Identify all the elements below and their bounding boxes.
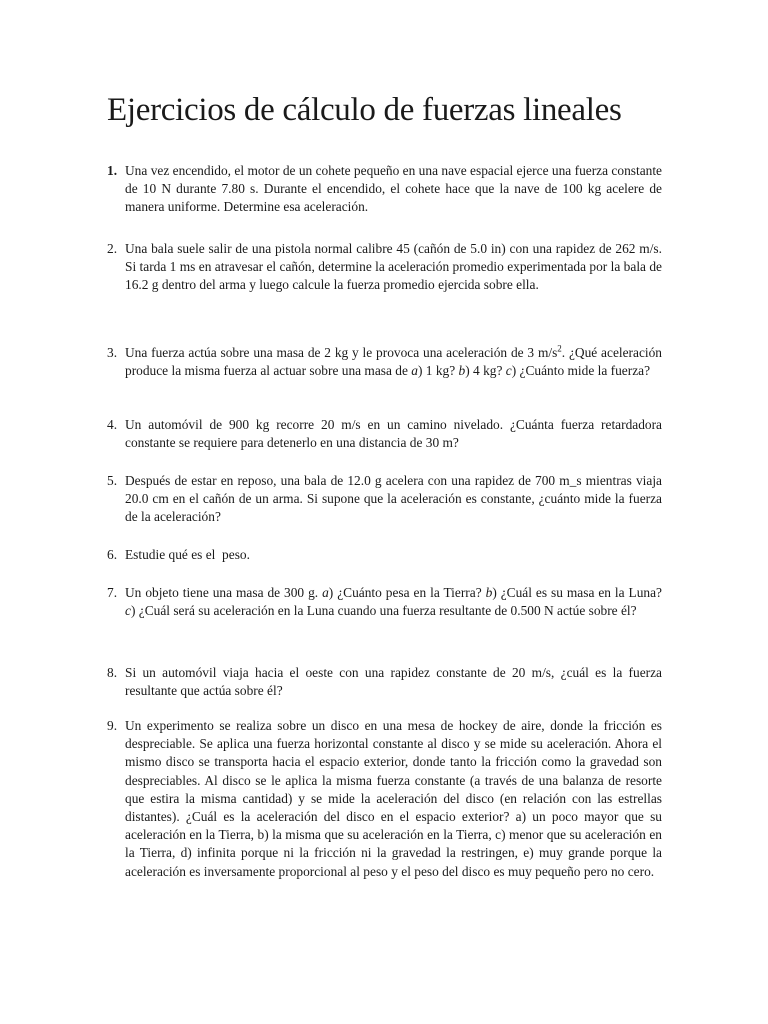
exercise-text: Una bala suele salir de una pistola normal calibre 45 (cañón de 5.0 in) con una rapidez de 262 m/s. Si tarda 1 ms en atravesar el cañón, determine la aceleración promedio experimentada por la bala de 16.2 g dentro del arma y luego calcule la fuerza promedio ejercida sobre ella. bbox=[125, 241, 662, 293]
option-letter: b bbox=[458, 363, 466, 379]
exercise-number: 6. bbox=[107, 547, 118, 562]
exercise-number: 7. bbox=[107, 585, 118, 600]
exercise-text: Estudie qué es el peso. bbox=[125, 547, 250, 562]
text-segment: ) ¿Cuál será su aceleración en la Luna cuando una fuerza resultante de 0.500 N actúe sobre él? bbox=[130, 603, 637, 619]
option-letter: c bbox=[505, 363, 512, 379]
option-letter: a bbox=[322, 585, 329, 600]
exercise-number: 5. bbox=[107, 473, 118, 488]
exercise-text bbox=[125, 584, 662, 620]
exercise-number: 4. bbox=[107, 417, 118, 432]
text-segment: Un objeto tiene una masa de 300 g. bbox=[125, 585, 323, 600]
superscript: 2 bbox=[557, 343, 562, 354]
option-letter: c bbox=[125, 603, 131, 619]
text-segment: . ¿Qué aceleración produce la misma fuerza al actuar sobre una masa de bbox=[125, 345, 663, 379]
text-segment: ) 4 kg? bbox=[465, 363, 506, 379]
exercise-text: Un automóvil de 900 kg recorre 20 m/s en un camino nivelado. ¿Cuánta fuerza retardadora constante se requiere para detenerlo en una distancia de 30 m? bbox=[125, 417, 662, 451]
page-title: Ejercicios de cálculo de fuerzas lineales bbox=[107, 92, 622, 128]
text-segment: ) ¿Cuánto pesa en la Tierra? bbox=[328, 585, 486, 600]
option-letter: b bbox=[485, 585, 493, 600]
exercise-number: 3. bbox=[107, 345, 118, 360]
exercise-text: Si un automóvil viaja hacia el oeste con una rapidez constante de 20 m/s, ¿cuál es la fuerza resultante que actúa sobre él? bbox=[125, 665, 662, 699]
exercise-number: 1. bbox=[107, 163, 118, 178]
exercise-number: 8. bbox=[107, 665, 118, 680]
exercise-number: 2. bbox=[107, 241, 118, 256]
exercise-text bbox=[125, 344, 662, 380]
exercise-text: Una vez encendido, el motor de un cohete pequeño en una nave espacial ejerce una fuerza constante de 10 N durante 7.80 s. Durante el encendido, el cohete hace que la nave de 100 kg acelere de manera uniforme. Determine esa aceleración. bbox=[125, 163, 662, 215]
text-segment: ) 1 kg? bbox=[417, 363, 459, 379]
exercise-number: 9. bbox=[107, 718, 118, 733]
option-letter: a bbox=[411, 363, 418, 379]
text-segment: Una fuerza actúa sobre una masa de 2 kg y le provoca una aceleración de 3 m/s bbox=[125, 345, 558, 360]
text-segment: ) ¿Cuál es su masa en la Luna? bbox=[492, 585, 662, 600]
exercise-text: Después de estar en reposo, una bala de 12.0 g acelera con una rapidez de 700 m_s mientras viaja 20.0 cm en el cañón de un arma. Si supone que la aceleración es constante, ¿cuánto mide la fuerza de la aceleración? bbox=[125, 473, 662, 525]
exercise-text: Un experimento se realiza sobre un disco en una mesa de hockey de aire, donde la fricción es despreciable. Se aplica una fuerza horizontal constante al disco y se mide su aceleración. Ahora el mismo disco se transporta hacia el espacio exterior, donde tanto la fricción como la gravedad son despreciables. Al disco se le aplica la misma fuerza constante (a través de una balanza de resorte que estira la misma cantidad) y se mide la aceleración del disco (en relación con las estrellas distantes). ¿Cuál es la aceleración del disco en el espacio exterior? a) un poco mayor que su aceleración en la Tierra, b) la misma que su aceleración en la Tierra, c) menor que su aceleración en la Tierra, d) infinita porque ni la fricción ni la gravedad la restringen, e) muy grande porque la aceleración es inversamente proporcional al peso y el peso del disco es muy pequeño pero no cero. bbox=[125, 718, 662, 879]
text-segment: ) ¿Cuánto mide la fuerza? bbox=[511, 363, 651, 379]
